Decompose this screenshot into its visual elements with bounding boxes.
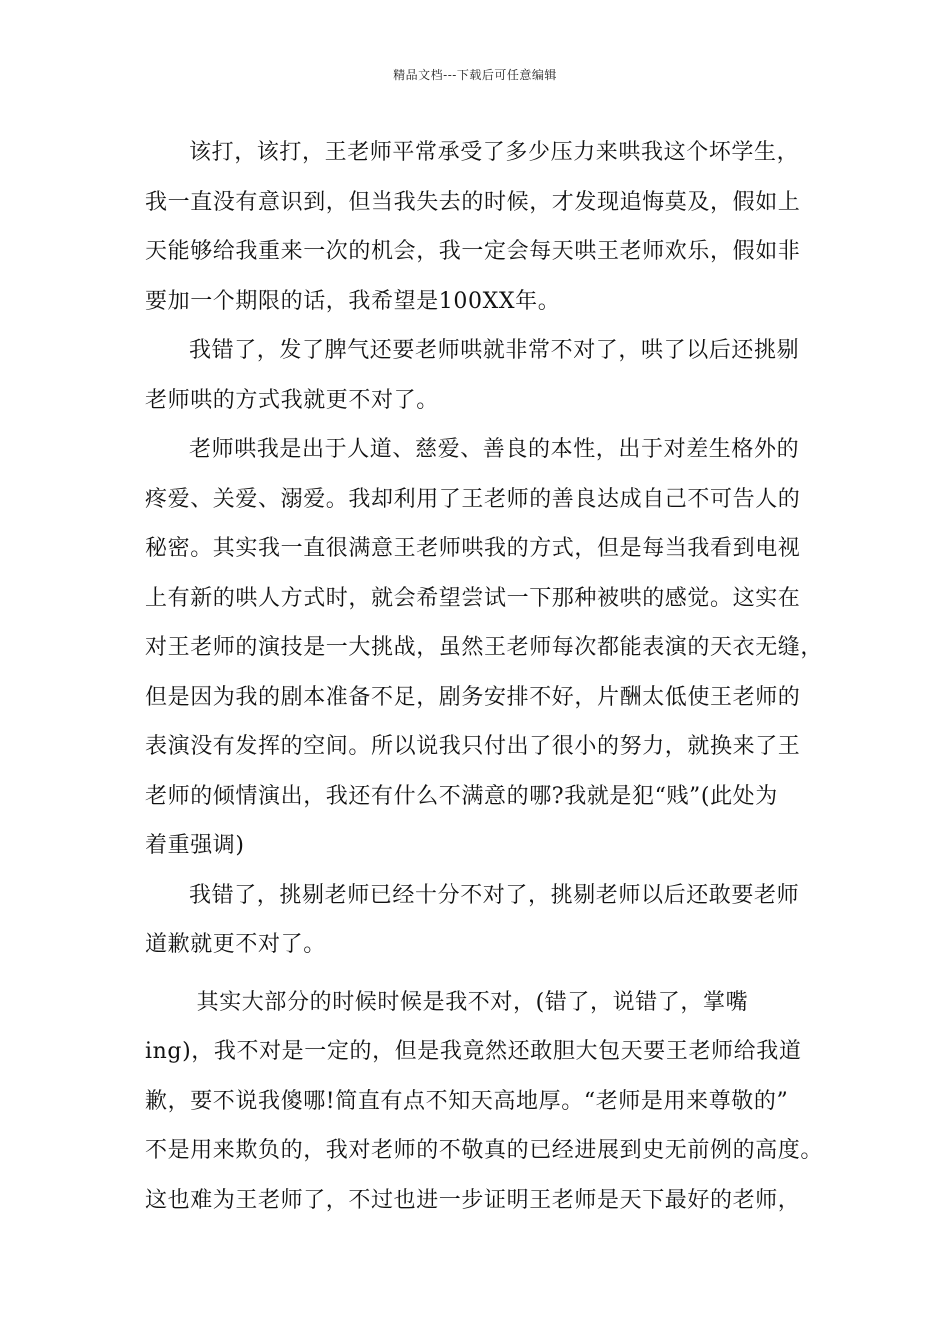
text-line: 上有新的哄人方式时，就会希望尝试一下那种被哄的感觉。这实在: [145, 585, 801, 611]
text-line: 该打，该打，王老师平常承受了多少压力来哄我这个坏学生，: [189, 140, 800, 165]
text-line: ing)，我不对是一定的，但是我竟然还敢胆大包天要王老师给我道: [145, 1039, 802, 1064]
paragraph-2: [145, 326, 813, 425]
text-line: 要加一个期限的话，我希望是100XX年。: [145, 288, 561, 314]
text-line: 这也难为王老师了，不过也进一步证明王老师是天下最好的老师，: [145, 1187, 801, 1213]
paragraph-4: [145, 871, 813, 970]
text-line: 着重强调): [145, 833, 245, 858]
text-line: 秘密。其实我一直很满意王老师哄我的方式，但是每当我看到电视: [145, 536, 801, 561]
document-body: [145, 128, 824, 1225]
text-line: 道歉就更不对了。: [145, 932, 326, 957]
text-line: 我一直没有意识到，但当我失去的时候，才发现追悔莫及，假如上: [145, 189, 801, 215]
text-line: 天能够给我重来一次的机会，我一定会每天哄王老师欢乐，假如非: [145, 239, 801, 264]
text-line: 老师的倾情演出，我还有什么不满意的哪?我就是犯“贱”(此处为: [145, 783, 778, 809]
text-line: 不是用来欺负的，我对老师的不敬真的已经进展到史无前例的高度。: [145, 1138, 824, 1163]
text-line: 老师哄我是出于人道、慈爱、善良的本性，出于对差生格外的: [189, 437, 800, 462]
page-header: 精品文档---下载后可任意编辑: [393, 68, 557, 82]
paragraph-3: [145, 425, 824, 871]
text-line: 疼爱、关爱、溺爱。我却利用了王老师的善良达成自己不可告人的: [145, 486, 801, 512]
text-line: 但是因为我的剧本准备不足，剧务安排不好，片酬太低使王老师的: [145, 684, 801, 710]
text-line: 我错了，挑剔老师已经十分不对了，挑剔老师以后还敢要老师: [189, 882, 800, 908]
text-line: 表演没有发挥的空间。所以说我只付出了很小的努力，就换来了王: [145, 734, 801, 759]
paragraph-1: [145, 128, 813, 326]
text-line: 我错了，发了脾气还要老师哄就非常不对了，哄了以后还挑剔: [189, 338, 800, 363]
paragraph-5: [145, 978, 824, 1226]
text-line: 对王老师的演技是一大挑战，虽然王老师每次都能表演的天衣无缝，: [145, 635, 824, 660]
text-line: 其实大部分的时候时候是我不对，(错了，说错了，掌嘴: [189, 989, 749, 1015]
text-line: 歉，要不说我傻哪!简直有点不知天高地厚。“老师是用来尊敬的”: [145, 1088, 789, 1114]
text-line: 老师哄的方式我就更不对了。: [145, 387, 439, 413]
